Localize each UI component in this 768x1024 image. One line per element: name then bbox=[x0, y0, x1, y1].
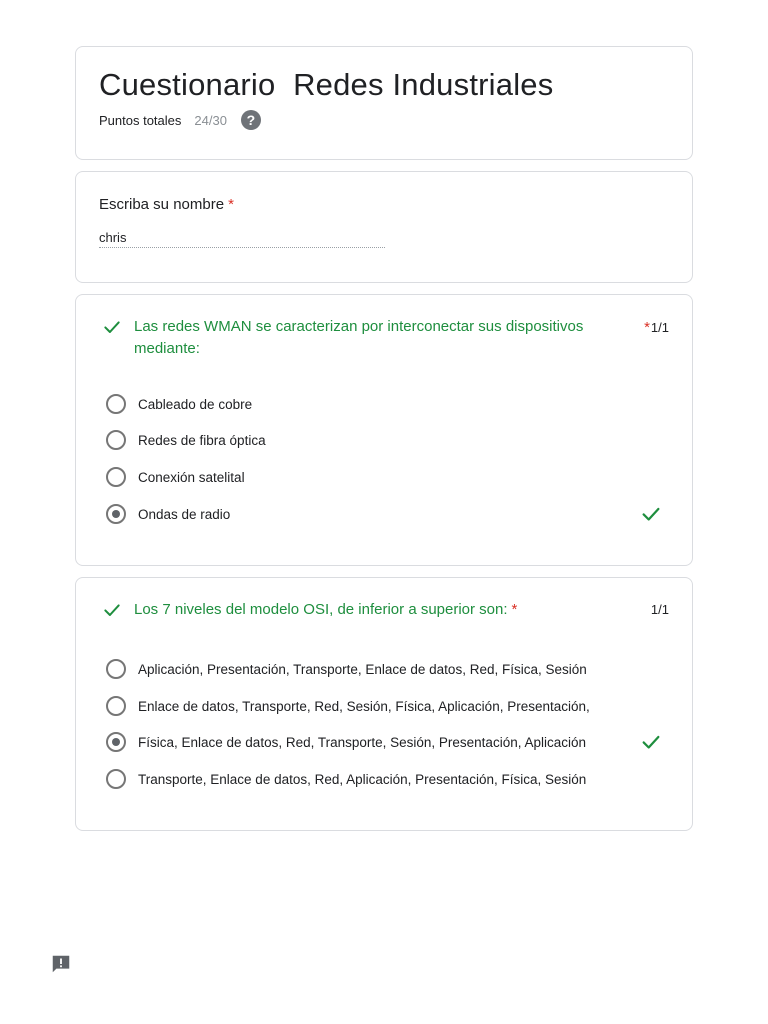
form-title: Cuestionario Redes Industriales bbox=[99, 67, 554, 102]
radio-button[interactable] bbox=[106, 430, 126, 450]
answer-option-selected[interactable] bbox=[106, 502, 230, 526]
score-value: 24/30 bbox=[194, 112, 227, 128]
required-mark: * bbox=[228, 196, 234, 213]
question-text bbox=[134, 599, 634, 621]
radio-button[interactable] bbox=[106, 696, 126, 716]
answer-option[interactable] bbox=[106, 694, 590, 718]
option-label: Ondas de radio bbox=[138, 506, 231, 522]
question-card-osi bbox=[75, 577, 693, 831]
answer-option[interactable] bbox=[106, 767, 586, 791]
form-header-card bbox=[75, 46, 693, 160]
option-label: Conexión satelital bbox=[138, 469, 245, 485]
question-card-wman bbox=[75, 294, 693, 566]
option-label: Enlace de datos, Transporte, Red, Sesión, Física, Aplicación, Presentación, bbox=[138, 698, 590, 714]
answer-option-selected[interactable] bbox=[106, 730, 586, 754]
help-icon[interactable]: ? bbox=[241, 110, 261, 130]
radio-button[interactable] bbox=[106, 467, 126, 487]
total-score bbox=[99, 110, 261, 130]
check-icon bbox=[640, 503, 662, 525]
feedback-icon[interactable] bbox=[50, 953, 72, 975]
option-label: Cableado de cobre bbox=[138, 396, 253, 412]
radio-button-selected[interactable] bbox=[106, 504, 126, 524]
question-points bbox=[644, 319, 669, 336]
radio-button[interactable] bbox=[106, 394, 126, 414]
option-label: Redes de fibra óptica bbox=[138, 432, 266, 448]
required-mark: * bbox=[644, 319, 650, 336]
check-icon bbox=[640, 731, 662, 753]
answer-option[interactable] bbox=[106, 428, 266, 452]
radio-button-selected[interactable] bbox=[106, 732, 126, 752]
question-text: Las redes WMAN se caracterizan por interconectar sus dispositivos mediante: bbox=[134, 318, 584, 357]
option-label: Transporte, Enlace de datos, Red, Aplicación, Presentación, Física, Sesión bbox=[138, 771, 587, 787]
name-answer: chris bbox=[99, 230, 385, 248]
radio-button[interactable] bbox=[106, 659, 126, 679]
option-label: Física, Enlace de datos, Red, Transporte, Sesión, Presentación, Aplicación bbox=[138, 734, 586, 750]
name-question-text: Escriba su nombre bbox=[99, 196, 225, 213]
question-text-content: Los 7 niveles del modelo OSI, de inferior a superior son: bbox=[134, 601, 508, 618]
answer-option[interactable] bbox=[106, 657, 587, 681]
score-label: Puntos totales bbox=[99, 112, 182, 128]
check-icon bbox=[102, 317, 122, 337]
answer-option[interactable] bbox=[106, 465, 245, 489]
answer-option[interactable] bbox=[106, 392, 252, 416]
option-label: Aplicación, Presentación, Transporte, Enlace de datos, Red, Física, Sesión bbox=[138, 661, 587, 677]
name-question-label bbox=[99, 196, 234, 213]
points-value: 1/1 bbox=[650, 320, 669, 335]
check-icon bbox=[102, 600, 122, 620]
question-points: 1/1 bbox=[650, 602, 669, 617]
radio-button[interactable] bbox=[106, 769, 126, 789]
required-mark: * bbox=[511, 601, 518, 618]
name-question-card bbox=[75, 171, 693, 283]
